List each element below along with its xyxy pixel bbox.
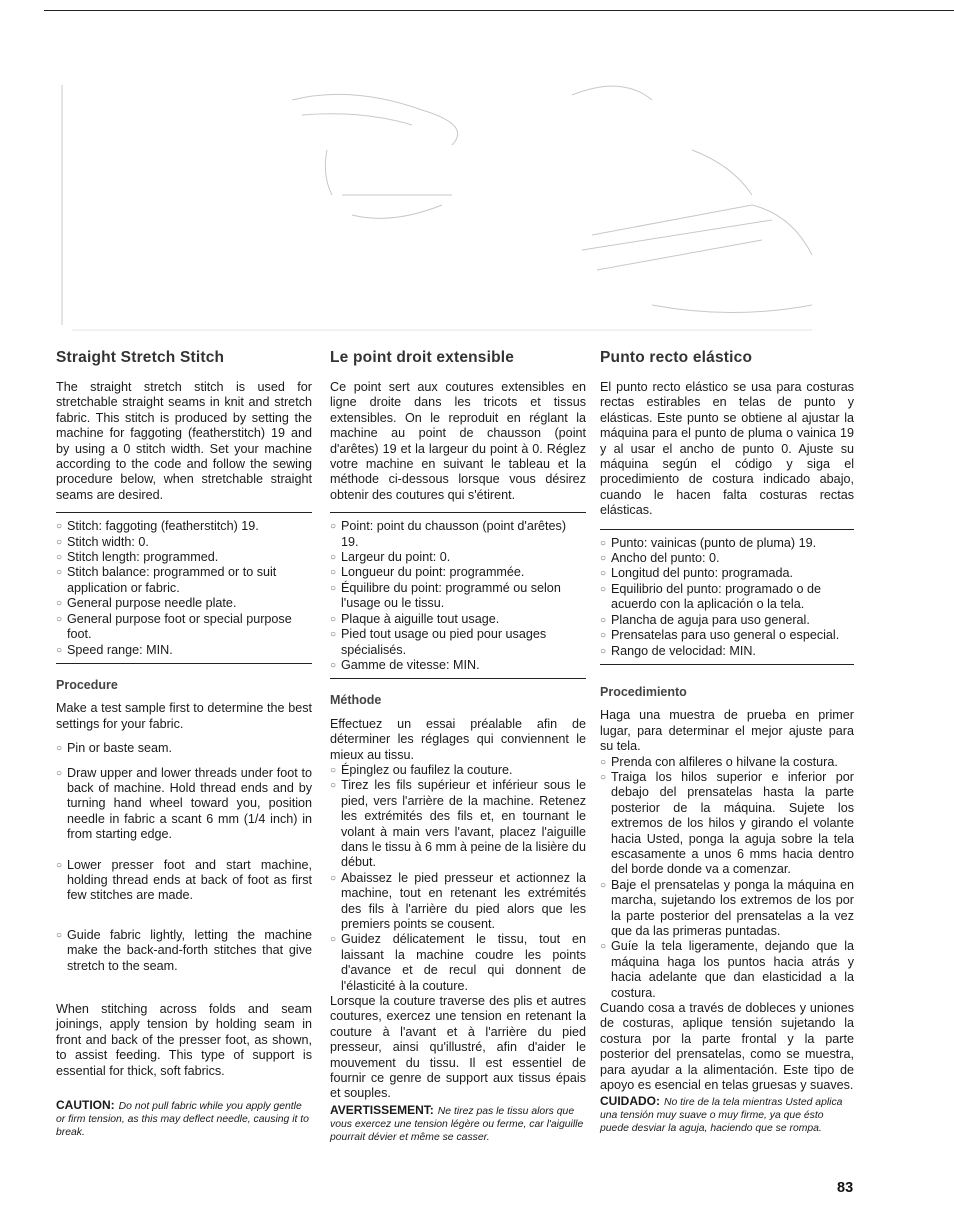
caution-note: CUIDADO: No tire de la tela mientras Usted aplica una tensión muy suave o muy firme, ya que ésto puede desviar la aguja, haciendo que se rompa. xyxy=(600,1094,843,1135)
list-item: ○ Baje el prensatelas y ponga la máquina en marcha, sujetando los extremos de los por la parte posterior del prensatelas a la vez que da las primeras puntadas. xyxy=(600,877,854,938)
list-item: ○ Rango de velocidad: MIN. xyxy=(600,643,756,658)
list-item: ○ Abaissez le pied presseur et actionnez la machine, tout en retenant les extrémités des fils à l'arrière du pied alors que les premiers points se cousent. xyxy=(330,870,586,931)
list-item: ○ Gamme de vitesse: MIN. xyxy=(330,657,480,672)
closing-text: Lorsque la couture traverse des plis et autres coutures, exercez une tension en retenant la couture à l'avant et à l'arrière du pied presseur, ainsi qu'illustré, afin d'aider le mouvement du tissu. Il est essentiel de fournir ce genre de support aux tissus épais et souples. xyxy=(330,994,586,1101)
page-number: 83 xyxy=(837,1180,854,1196)
list-item: ○ Stitch balance: programmed or to suit application or fabric. xyxy=(56,565,277,595)
divider xyxy=(56,663,312,664)
divider xyxy=(600,664,854,665)
list-item: ○ Guíe la tela ligeramente, dejando que la máquina haga los puntos hacia atrás y hacia adelante que dan elasticidad a la costura. xyxy=(600,939,854,1000)
procedure-title: Procedimiento xyxy=(600,684,687,699)
french-column xyxy=(330,350,586,1144)
list-item: ○ Largeur du point: 0. xyxy=(330,550,451,565)
list-item: ○ Prenda con alfileres o hilvane la costura. xyxy=(600,754,838,769)
procedure-intro: Haga una muestra de prueba en primer lugar, para determinar el mejor ajuste para su tela. xyxy=(600,708,854,754)
list-item: ○ Equilibrio del punto: programado o de acuerdo con la aplicación o la tela. xyxy=(600,581,822,612)
list-item: ○ Point: point du chausson (point d'arêtes) 19. xyxy=(330,519,567,549)
list-item: ○ Guidez délicatement le tissu, tout en laissant la machine coudre les points d'avance et de recul qui donnent de l'élasticité à la couture. xyxy=(330,932,586,993)
procedure-intro: Effectuez un essai préalable afin de déterminer les réglages qui conviennent le mieux au tissu. xyxy=(330,716,586,762)
caution-note: AVERTISSEMENT: Ne tirez pas le tissu alors que vous exercez une tension légère ou ferme, car l'aiguille pourrait dévier et même se casser. xyxy=(330,1102,584,1143)
list-item: ○ Pied tout usage ou pied pour usages spécialisés. xyxy=(330,627,547,657)
list-item: ○ Traiga los hilos superior e inferior por debajo del prensatelas hasta la parte posterior de la máquina. Sujete los extremos de los hilos y girando el volante hacia Usted, ponga la aguja sobre la tela escasamente a unos 6 mms hacia dentro del borde donde va a comenzar. xyxy=(600,769,854,877)
list-item: ○ Guide fabric lightly, letting the machine make the back-and-forth stitches that give stretch to the seam. xyxy=(56,927,312,973)
steps-list xyxy=(56,741,312,974)
list-item: ○ Longitud del punto: programada. xyxy=(600,566,794,581)
list-item: ○ General purpose needle plate. xyxy=(56,596,237,611)
procedure-intro: Make a test sample first to determine the best settings for your fabric. xyxy=(56,701,312,731)
english-column xyxy=(56,350,312,1139)
list-item: ○ Longueur du point: programmée. xyxy=(330,565,525,580)
steps-list xyxy=(330,763,586,994)
section-title: Straight Stretch Stitch xyxy=(56,349,225,366)
list-item: ○ Pin or baste seam. xyxy=(56,741,172,756)
section-title: Punto recto elástico xyxy=(600,349,753,366)
caution-note: CAUTION: Do not pull fabric while you apply gentle or firm tension, as this may deflect needle, causing it to break. xyxy=(56,1098,309,1139)
list-item: ○ General purpose foot or special purpose foot. xyxy=(56,611,292,642)
list-item: ○ Stitch width: 0. xyxy=(56,534,149,549)
settings-list xyxy=(330,513,586,678)
closing-text: When stitching across folds and seam joinings, apply tension by holding seam in front and back of the presser foot, as shown, to assist feeding. This type of support is essential for thick, soft fabrics. xyxy=(56,1002,312,1078)
settings-list xyxy=(56,513,312,663)
steps-list xyxy=(600,755,854,1002)
list-item: ○ Plaque à aiguille tout usage. xyxy=(330,611,500,626)
list-item: ○ Épinglez ou faufilez la couture. xyxy=(330,762,513,777)
procedure-title: Méthode xyxy=(330,693,382,708)
intro-text: The straight stretch stitch is used for stretchable straight seams in knit and stretch fabric. This stitch is produced by setting the machine for faggoting (featherstitch) 19 and by using a 0 stitch width. Set your machine according to the code and follow the sewing procedure below, when stretchable straight seams are desired. xyxy=(56,380,312,502)
spanish-column xyxy=(600,350,854,1135)
settings-list xyxy=(600,530,854,664)
intro-text: El punto recto elástico se usa para costuras rectas estirables en telas de punto y elásticas. Este punto se obtiene al ajustar la máquina para el punto de pluma o vainica 19 y al usar el ancho de punto 0. Ajuste su máquina según el código y siga el procedimiento de costura indicado abajo, cuando le hacen falta costuras rectas elásticas. xyxy=(600,380,854,518)
list-item: ○ Speed range: MIN. xyxy=(56,642,173,657)
list-item: ○ Plancha de aguja para uso general. xyxy=(600,612,810,627)
list-item: ○ Stitch: faggoting (featherstitch) 19. xyxy=(56,519,259,534)
list-item: ○ Lower presser foot and start machine, holding thread ends at back of foot as first few stitches are made. xyxy=(56,857,312,903)
top-rule xyxy=(44,10,954,11)
list-item: ○ Prensatelas para uso general o especial. xyxy=(600,628,840,643)
list-item: ○ Draw upper and lower threads under foot to back of machine. Hold thread ends and by turning hand wheel toward you, position needle in fabric a scant 6 mm (1/4 inch) in from starting edge. xyxy=(56,765,312,842)
intro-text: Ce point sert aux coutures extensibles en ligne droite dans les tricots et tissus extensibles. On le reproduit en réglant la machine au point de chausson (point d'arêtes) 19 et la largeur du point à 0. Réglez votre machine en suivant le tableau et la méthode ci-dessous lorsque vous désirez obtenir des coutures qui s'étirent. xyxy=(330,380,586,502)
sewing-illustration xyxy=(52,55,822,345)
list-item: ○ Tirez les fils supérieur et inférieur sous le pied, vers l'arrière de la machine. Retenez les extrémités des fils et, en tournant le volant à main vers l'avant, placez l'aiguille dans le tissu à 6 mm à peine de la lisière du début. xyxy=(330,778,587,870)
procedure-title: Procedure xyxy=(56,677,118,692)
section-title: Le point droit extensible xyxy=(330,349,515,366)
list-item: ○ Punto: vainicas (punto de pluma) 19. xyxy=(600,535,817,550)
list-item: ○ Ancho del punto: 0. xyxy=(600,551,720,566)
list-item: ○ Équilibre du point: programmé ou selon l'usage ou le tissu. xyxy=(330,580,561,611)
list-item: ○ Stitch length: programmed. xyxy=(56,550,219,565)
divider xyxy=(330,678,586,679)
closing-text: Cuando cosa a través de dobleces y uniones de costuras, aplique tensión sujetando la costura por la parte frontal y la parte posterior del prensatelas, como se muestra, para ayudar a la alimentación. Este tipo de apoyo es esencial en telas gruesas y suaves. xyxy=(600,1001,854,1093)
